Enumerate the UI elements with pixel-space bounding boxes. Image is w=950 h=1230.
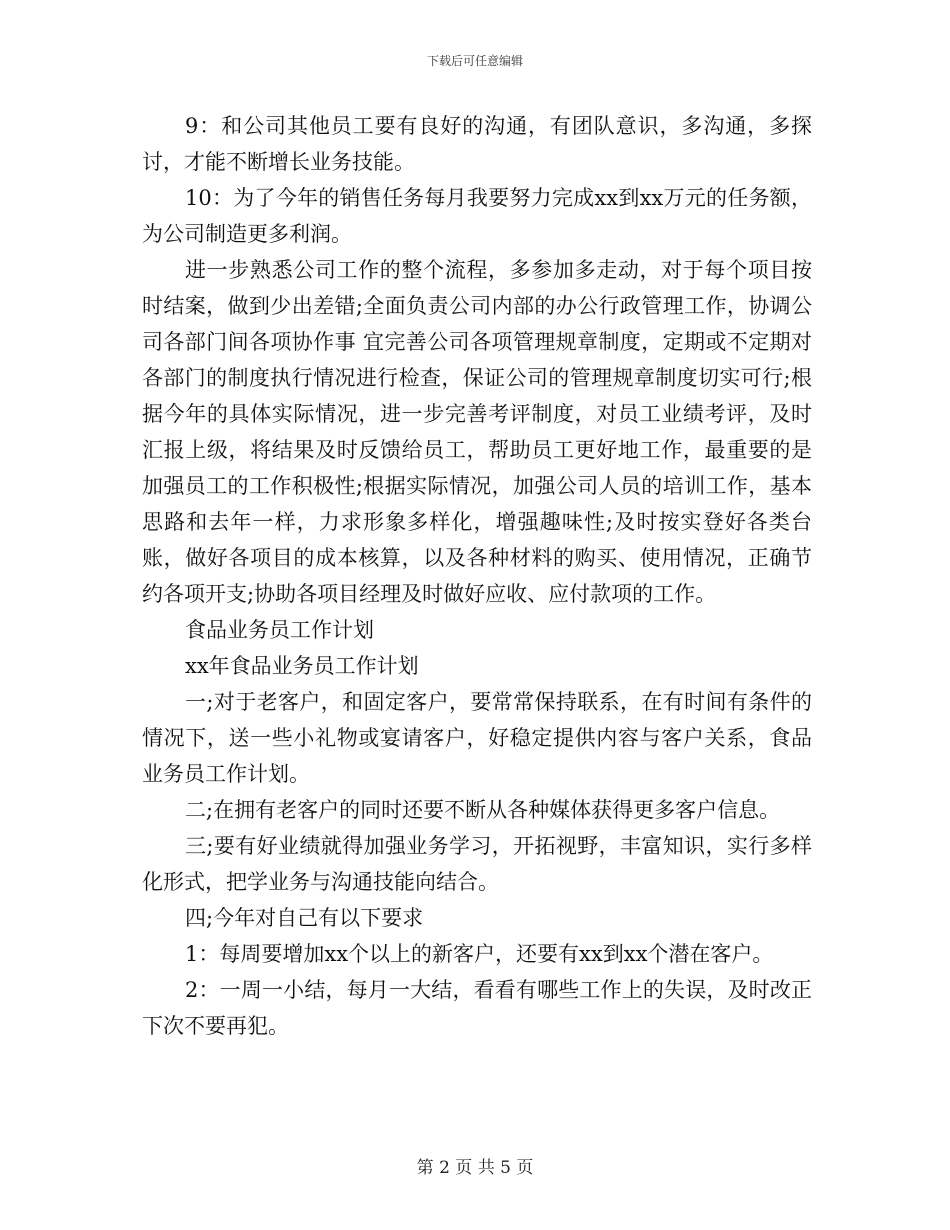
paragraph-management-duties: 进一步熟悉公司工作的整个流程，多参加多走动，对于每个项目按时结案，做到少出差错;全面负责公司内部的办公行政管理工作，协调公司各部门间各项协作事 宜完善公司各项管理规章制度，定期或不定期对各部门的制度执行情况进行检查，保证公司的管理规章制度切实可行;根据今年的具体实际情况，进一步完善考评制度，对员工业绩考评，及时汇报上级，将结果及时反馈给员工，帮助员工更好地工作，最重要的是加强员工的工作积极性;根据实际情况，加强公司人员的培训工作，基本思路和去年一样，力求形象多样化，增强趣味性;及时按实登好各类台账，做好各项目的成本核算，以及各种材料的购买、使用情况，正确节约各项开支;协助各项目经理及时做好应收、应付款项的工作。 (142, 258, 812, 606)
section-subtitle: xx年食品业务员工作计划 (185, 654, 419, 678)
paragraph-item-9: 9：和公司其他员工要有良好的沟通，有团队意识，多沟通，多探讨，才能不断增长业务技能。 (142, 114, 812, 174)
page-number: 第 2 页 共 5 页 (416, 1158, 534, 1178)
paragraph-point-two: 二;在拥有老客户的同时还要不断从各种媒体获得更多客户信息。 (185, 798, 781, 822)
paragraph-point-one: 一;对于老客户，和固定客户，要常常保持联系，在有时间有条件的情况下，送一些小礼物或宴请客户，好稳定提供内容与客户关系，食品业务员工作计划。 (142, 690, 812, 786)
document-body (142, 108, 812, 1044)
paragraph-point-four: 四;今年对自己有以下要求 (185, 906, 424, 930)
paragraph-requirement-1: 1：每周要增加xx个以上的新客户，还要有xx到xx个潜在客户。 (185, 942, 774, 966)
paragraph-requirement-2: 2：一周一小结，每月一大结，看看有哪些工作上的失误，及时改正下次不要再犯。 (142, 978, 812, 1038)
page-header-note: 下载后可任意编辑 (426, 54, 523, 68)
section-title: 食品业务员工作计划 (185, 618, 374, 642)
paragraph-point-three: 三;要有好业绩就得加强业务学习，开拓视野，丰富知识，实行多样化形式，把学业务与沟通技能向结合。 (142, 834, 812, 894)
paragraph-item-10: 10：为了今年的销售任务每月我要努力完成xx到xx万元的任务额，为公司制造更多利润。 (142, 186, 812, 246)
